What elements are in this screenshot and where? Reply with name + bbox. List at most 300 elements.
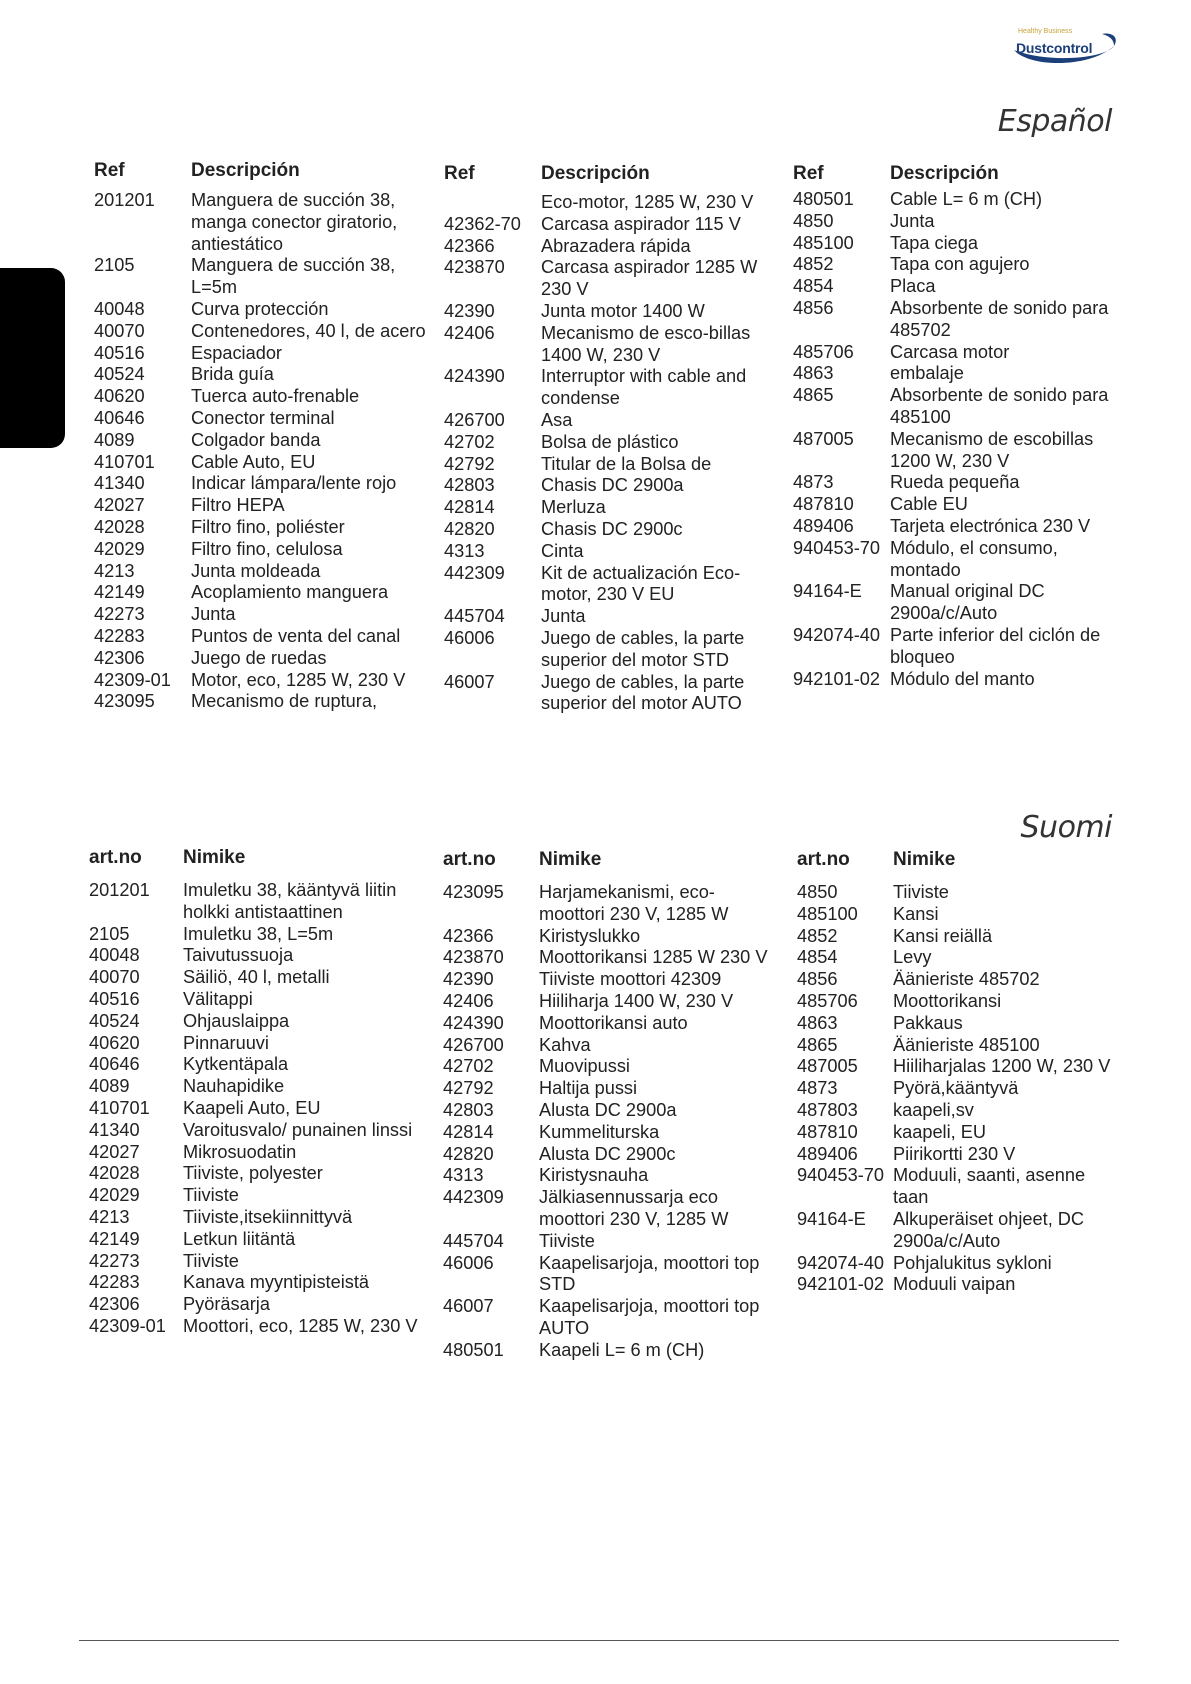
part-row <box>89 967 429 989</box>
part-description: Junta <box>890 210 935 231</box>
part-description: Manguera de succión 38, manga conector giratorio, antiestático <box>191 190 398 254</box>
part-row <box>793 385 1123 429</box>
part-ref: 4856 <box>793 297 834 318</box>
part-ref: 42406 <box>444 322 495 343</box>
part-description: Cable EU <box>890 494 968 515</box>
part-row <box>443 926 773 948</box>
part-ref: 445704 <box>444 606 505 627</box>
part-row <box>793 494 1123 516</box>
part-description: Mikrosuodatin <box>183 1141 297 1162</box>
part-row <box>444 497 769 519</box>
part-ref: 40048 <box>94 298 145 319</box>
part-description: Interruptor with cable and condense <box>541 366 747 409</box>
description-header: Nimike <box>893 849 956 870</box>
part-description: Espaciador <box>191 342 282 363</box>
part-ref: 40516 <box>89 988 140 1009</box>
part-row <box>444 628 769 672</box>
part-description: Parte inferior del ciclón de bloqueo <box>890 624 1101 667</box>
part-row <box>89 1207 429 1229</box>
part-row <box>94 691 429 713</box>
part-row <box>89 1229 429 1251</box>
part-ref: 423870 <box>443 947 504 968</box>
part-row <box>797 969 1122 991</box>
ref-header: art.no <box>443 849 496 870</box>
part-row <box>94 582 429 604</box>
part-row <box>443 1035 773 1057</box>
part-row <box>94 452 429 474</box>
part-ref: 42803 <box>444 475 495 496</box>
part-description: Cable L= 6 m (CH) <box>890 189 1043 209</box>
part-ref: 41340 <box>94 473 145 494</box>
part-description: Kansi <box>893 903 939 924</box>
part-description: Kaapeli L= 6 m (CH) <box>539 1339 705 1360</box>
part-ref: 4863 <box>793 363 834 384</box>
part-row <box>94 539 429 561</box>
part-row <box>94 648 429 670</box>
part-description: Mecanismo de escobillas 1200 W, 230 V <box>890 428 1094 471</box>
part-ref: 42814 <box>444 497 495 518</box>
part-description: Moottorikansi auto <box>539 1012 688 1033</box>
part-ref: 40516 <box>94 342 145 363</box>
part-row <box>444 606 769 628</box>
part-row <box>443 969 773 991</box>
part-row <box>94 430 429 452</box>
part-ref: 46007 <box>443 1296 494 1317</box>
part-row <box>797 1209 1122 1253</box>
part-description: Kanava myyntipisteistä <box>183 1272 370 1293</box>
part-row <box>94 604 429 626</box>
part-ref: 942074-40 <box>793 624 880 645</box>
ref-header: art.no <box>89 847 142 868</box>
part-description: Kiristysnauha <box>539 1165 649 1186</box>
description-header: Nimike <box>539 849 602 870</box>
part-description: Filtro HEPA <box>191 495 285 516</box>
part-ref: 940453-70 <box>793 537 880 558</box>
part-ref: 442309 <box>443 1187 504 1208</box>
part-ref: 42273 <box>94 604 145 625</box>
part-description: Juego de ruedas <box>191 647 327 668</box>
part-ref: 485706 <box>793 341 854 362</box>
part-row <box>443 1078 773 1100</box>
part-ref: 4856 <box>797 969 838 990</box>
part-ref: 42029 <box>94 538 145 559</box>
part-description: Pyörä,kääntyvä <box>893 1078 1019 1099</box>
part-description: Ohjauslaippa <box>183 1010 290 1031</box>
part-ref: 42306 <box>89 1294 140 1315</box>
part-row <box>94 190 429 255</box>
part-row <box>793 342 1123 364</box>
section-side-tab <box>0 268 65 448</box>
part-ref: 42149 <box>89 1228 140 1249</box>
part-description: Contenedores, 40 l, de acero <box>191 320 426 341</box>
part-ref: 4213 <box>94 560 135 581</box>
part-row <box>793 233 1123 255</box>
part-row <box>443 947 773 969</box>
part-row <box>444 432 769 454</box>
ref-header: Ref <box>793 163 824 184</box>
part-description: Hiiliharjalas 1200 W, 230 V <box>893 1056 1111 1077</box>
part-row <box>797 1165 1122 1209</box>
part-row <box>443 991 773 1013</box>
part-ref: 485706 <box>797 990 858 1011</box>
part-ref: 40620 <box>94 386 145 407</box>
description-header: Nimike <box>183 847 246 868</box>
part-ref: 46007 <box>444 671 495 692</box>
part-description: Chasis DC 2900c <box>541 518 683 539</box>
part-description: kaapeli,sv <box>893 1099 974 1120</box>
part-row <box>797 947 1122 969</box>
part-description: Carcasa aspirador 1285 W 230 V <box>541 257 758 300</box>
part-description: Puntos de venta del canal <box>191 625 401 646</box>
part-description: Piirikortti 230 V <box>893 1143 1016 1164</box>
part-ref: 42029 <box>89 1185 140 1206</box>
part-row <box>89 1120 429 1142</box>
part-row <box>793 211 1123 233</box>
part-ref: 42366 <box>443 925 494 946</box>
part-description: Mecanismo de ruptura, <box>191 691 378 712</box>
part-row <box>793 538 1123 582</box>
part-ref: 42792 <box>443 1078 494 1099</box>
part-description: Kahva <box>539 1034 591 1055</box>
part-ref: 4089 <box>94 429 135 450</box>
part-description: Imuletku 38, L=5m <box>183 923 334 944</box>
part-description: Módulo, el consumo, montado <box>890 537 1058 580</box>
part-ref: 42309-01 <box>89 1315 166 1336</box>
part-ref: 2105 <box>94 255 135 276</box>
part-description: Tapa ciega <box>890 232 978 253</box>
part-description: kaapeli, EU <box>893 1121 987 1142</box>
part-row <box>89 1142 429 1164</box>
section-title-finnish: Suomi <box>1020 810 1112 845</box>
part-description: Junta motor 1400 W <box>541 300 705 321</box>
part-ref: 42149 <box>94 582 145 603</box>
part-row <box>793 189 1123 211</box>
part-ref: 424390 <box>444 366 505 387</box>
part-description: Junta moldeada <box>191 560 321 581</box>
part-row <box>94 255 429 299</box>
part-row <box>444 192 769 214</box>
part-row <box>89 1185 429 1207</box>
part-row <box>89 1272 429 1294</box>
description-header: Descripción <box>191 160 300 181</box>
part-row <box>444 475 769 497</box>
part-ref: 4313 <box>443 1165 484 1186</box>
part-description: Letkun liitäntä <box>183 1228 296 1249</box>
part-ref: 40070 <box>89 967 140 988</box>
part-row <box>94 386 429 408</box>
part-description: Mecanismo de esco-billas 1400 W, 230 V <box>541 322 751 365</box>
part-ref: 42803 <box>443 1099 494 1120</box>
part-description: Kytkentäpala <box>183 1054 289 1075</box>
logo-tagline: Healthy Business <box>1018 28 1073 35</box>
part-row <box>94 626 429 648</box>
parts-list <box>89 880 429 1338</box>
part-row <box>444 454 769 476</box>
part-description: Curva protección <box>191 298 329 319</box>
part-description: Juego de cables, la parte superior del motor STD <box>541 627 745 670</box>
part-ref: 42283 <box>89 1272 140 1293</box>
part-ref: 4854 <box>793 276 834 297</box>
part-description: Tiiviste,itsekiinnittyvä <box>183 1206 353 1227</box>
part-ref: 40646 <box>94 407 145 428</box>
part-description: Tuerca auto-frenable <box>191 386 360 407</box>
part-row <box>443 1231 773 1253</box>
part-description: Merluza <box>541 497 606 518</box>
part-description: Absorbente de sonido para 485100 <box>890 385 1109 427</box>
part-row <box>444 214 769 236</box>
part-description: Cinta <box>541 540 584 561</box>
part-description: Pyöräsarja <box>183 1294 270 1315</box>
part-ref: 940453-70 <box>797 1165 884 1186</box>
part-description: Conector terminal <box>191 407 335 428</box>
part-row <box>797 1274 1122 1296</box>
part-description: Brida guía <box>191 364 274 385</box>
part-ref: 42027 <box>94 495 145 516</box>
part-description: Absorbente de sonido para 485702 <box>890 297 1109 340</box>
part-description: Tapa con agujero <box>890 254 1030 275</box>
part-description: Asa <box>541 409 573 430</box>
part-description: Moottori, eco, 1285 W, 230 V <box>183 1315 418 1336</box>
part-ref: 42406 <box>443 990 494 1011</box>
part-ref: 40524 <box>94 364 145 385</box>
section-title-spanish: Español <box>997 104 1112 139</box>
part-ref: 42366 <box>444 235 495 256</box>
part-row <box>444 563 769 607</box>
part-description: Moottorikansi 1285 W 230 V <box>539 947 768 968</box>
part-ref: 4850 <box>797 882 838 902</box>
parts-list <box>793 189 1123 690</box>
part-ref: 410701 <box>94 451 155 472</box>
part-row <box>94 495 429 517</box>
part-row <box>94 473 429 495</box>
part-ref: 480501 <box>443 1339 504 1360</box>
part-row <box>797 882 1122 904</box>
part-description: Eco-motor, 1285 W, 230 V <box>541 192 754 212</box>
part-row <box>444 410 769 432</box>
part-ref: 4313 <box>444 540 485 561</box>
part-row <box>444 323 769 367</box>
part-ref: 42820 <box>444 518 495 539</box>
part-ref: 4850 <box>793 210 834 231</box>
part-ref: 442309 <box>444 562 505 583</box>
part-row <box>797 1122 1122 1144</box>
part-row <box>89 1033 429 1055</box>
part-ref: 487005 <box>793 428 854 449</box>
part-description: Harjamekanismi, eco-moottori 230 V, 1285 W <box>539 882 729 924</box>
parts-list <box>797 882 1122 1296</box>
part-row <box>797 1056 1122 1078</box>
part-description: Bolsa de plástico <box>541 431 679 452</box>
part-row <box>89 1251 429 1273</box>
part-row <box>443 1253 773 1297</box>
parts-list <box>94 190 429 713</box>
part-ref: 42028 <box>94 516 145 537</box>
part-ref: 489406 <box>793 515 854 536</box>
part-row <box>443 1013 773 1035</box>
part-ref: 42309-01 <box>94 669 171 690</box>
part-description: Tiiviste <box>893 882 949 902</box>
part-ref: 46006 <box>443 1252 494 1273</box>
part-ref: 426700 <box>444 409 505 430</box>
footer-rule <box>79 1640 1119 1641</box>
part-ref: 42390 <box>443 969 494 990</box>
part-row <box>89 1316 429 1338</box>
part-ref: 4089 <box>89 1076 130 1097</box>
part-description: Välitappi <box>183 988 253 1009</box>
part-description: Junta <box>191 604 236 625</box>
ref-header: Ref <box>94 160 125 181</box>
part-ref: 42283 <box>94 625 145 646</box>
part-description: Manguera de succión 38, L=5m <box>191 255 396 298</box>
part-description: Juego de cables, la parte superior del motor AUTO <box>541 671 745 714</box>
part-description: Imuletku 38, kääntyvä liitin holkki antistaattinen <box>183 880 397 922</box>
part-description: Acoplamiento manguera <box>191 582 389 603</box>
part-description: Taivutussuoja <box>183 945 294 966</box>
part-ref: 489406 <box>797 1143 858 1164</box>
part-description: Tiiviste <box>183 1250 239 1271</box>
part-description: Junta <box>541 606 586 627</box>
part-description: Säiliö, 40 l, metalli <box>183 967 330 988</box>
part-ref: 4213 <box>89 1206 130 1227</box>
part-description: Muovipussi <box>539 1056 630 1077</box>
part-description: Äänieriste 485100 <box>893 1034 1040 1055</box>
part-ref: 40524 <box>89 1010 140 1031</box>
part-description: Motor, eco, 1285 W, 230 V <box>191 669 406 690</box>
part-ref: 40620 <box>89 1032 140 1053</box>
part-ref: 42814 <box>443 1121 494 1142</box>
part-ref: 487005 <box>797 1056 858 1077</box>
ref-header: art.no <box>797 849 850 870</box>
part-description: Äänieriste 485702 <box>893 969 1040 990</box>
part-row <box>797 904 1122 926</box>
part-row <box>89 989 429 1011</box>
part-ref: 201201 <box>94 190 155 210</box>
part-description: Pinnaruuvi <box>183 1032 269 1053</box>
part-row <box>444 236 769 258</box>
part-description: Alusta DC 2900c <box>539 1143 676 1164</box>
part-row <box>89 1011 429 1033</box>
part-ref: 4865 <box>797 1034 838 1055</box>
part-row <box>94 321 429 343</box>
part-description: Levy <box>893 947 932 968</box>
parts-list <box>443 882 773 1362</box>
part-ref: 4863 <box>797 1012 838 1033</box>
part-ref: 410701 <box>89 1097 150 1118</box>
part-row <box>443 1122 773 1144</box>
part-row <box>444 672 769 716</box>
part-ref: 942101-02 <box>797 1274 884 1295</box>
part-description: Cable Auto, EU <box>191 451 316 472</box>
part-description: Carcasa aspirador 115 V <box>541 213 741 234</box>
part-ref: 4873 <box>797 1078 838 1099</box>
part-row <box>444 257 769 301</box>
part-description: Abrazadera rápida <box>541 235 691 256</box>
part-description: Tiiviste moottori 42309 <box>539 969 722 990</box>
part-ref: 487810 <box>797 1121 858 1142</box>
part-ref: 487803 <box>797 1099 858 1120</box>
part-ref: 423095 <box>94 691 155 712</box>
part-ref: 201201 <box>89 880 150 900</box>
part-description: Módulo del manto <box>890 668 1035 689</box>
part-description: Pakkaus <box>893 1012 963 1033</box>
part-row <box>797 1013 1122 1035</box>
part-ref: 40646 <box>89 1054 140 1075</box>
part-row <box>793 363 1123 385</box>
part-ref: 480501 <box>793 189 854 209</box>
part-description: Haltija pussi <box>539 1078 638 1099</box>
part-ref: 426700 <box>443 1034 504 1055</box>
part-description: Chasis DC 2900a <box>541 475 684 496</box>
part-ref: 42702 <box>444 431 495 452</box>
part-ref: 485100 <box>793 232 854 253</box>
part-description: Moduuli vaipan <box>893 1274 1016 1295</box>
part-description: Kiristyslukko <box>539 925 641 946</box>
part-description: Alusta DC 2900a <box>539 1099 677 1120</box>
part-row <box>443 1056 773 1078</box>
part-row <box>89 880 429 924</box>
part-ref: 4865 <box>793 385 834 406</box>
part-row <box>444 301 769 323</box>
part-ref: 42792 <box>444 453 495 474</box>
part-row <box>797 1078 1122 1100</box>
part-description: Varoitusvalo/ punainen linssi <box>183 1119 413 1140</box>
part-description: Indicar lámpara/lente rojo <box>191 473 397 494</box>
dustcontrol-logo <box>1010 28 1120 70</box>
part-ref: 942074-40 <box>797 1252 884 1273</box>
part-description: Nauhapidike <box>183 1076 285 1097</box>
part-ref: 42390 <box>444 300 495 321</box>
part-row <box>89 1163 429 1185</box>
part-ref: 4873 <box>793 472 834 493</box>
part-row <box>797 1100 1122 1122</box>
part-ref <box>444 192 541 214</box>
part-description: Moduuli, saanti, asenne taan <box>893 1165 1086 1208</box>
part-row <box>793 254 1123 276</box>
part-row <box>443 1340 773 1362</box>
part-ref: 42273 <box>89 1250 140 1271</box>
part-description: Filtro fino, celulosa <box>191 538 343 559</box>
part-ref: 42820 <box>443 1143 494 1164</box>
part-row <box>89 1294 429 1316</box>
part-description: Colgador banda <box>191 429 321 450</box>
part-ref: 40070 <box>94 320 145 341</box>
part-description: Tiiviste <box>539 1230 595 1251</box>
part-row <box>797 926 1122 948</box>
part-row <box>797 1035 1122 1057</box>
part-ref: 4852 <box>797 925 838 946</box>
part-description: Placa <box>890 276 936 297</box>
part-description: Moottorikansi <box>893 990 1002 1011</box>
part-row <box>443 1296 773 1340</box>
part-description: Tarjeta electrónica 230 V <box>890 515 1091 536</box>
part-ref: 42027 <box>89 1141 140 1162</box>
part-ref: 4852 <box>793 254 834 275</box>
part-description: Kaapeli Auto, EU <box>183 1097 321 1118</box>
part-row <box>89 1098 429 1120</box>
part-ref: 445704 <box>443 1230 504 1251</box>
logo-wordmark: Dustcontrol <box>1016 40 1093 56</box>
part-ref: 2105 <box>89 923 130 944</box>
part-row <box>793 516 1123 538</box>
part-description: Hiiliharja 1400 W, 230 V <box>539 990 734 1011</box>
part-description: Kaapelisarjoja, moottori top AUTO <box>539 1296 760 1338</box>
part-row <box>89 924 429 946</box>
part-ref: 4854 <box>797 947 838 968</box>
part-row <box>443 1187 773 1231</box>
part-description: Carcasa motor <box>890 341 1010 362</box>
part-ref: 424390 <box>443 1012 504 1033</box>
part-row <box>797 1253 1122 1275</box>
